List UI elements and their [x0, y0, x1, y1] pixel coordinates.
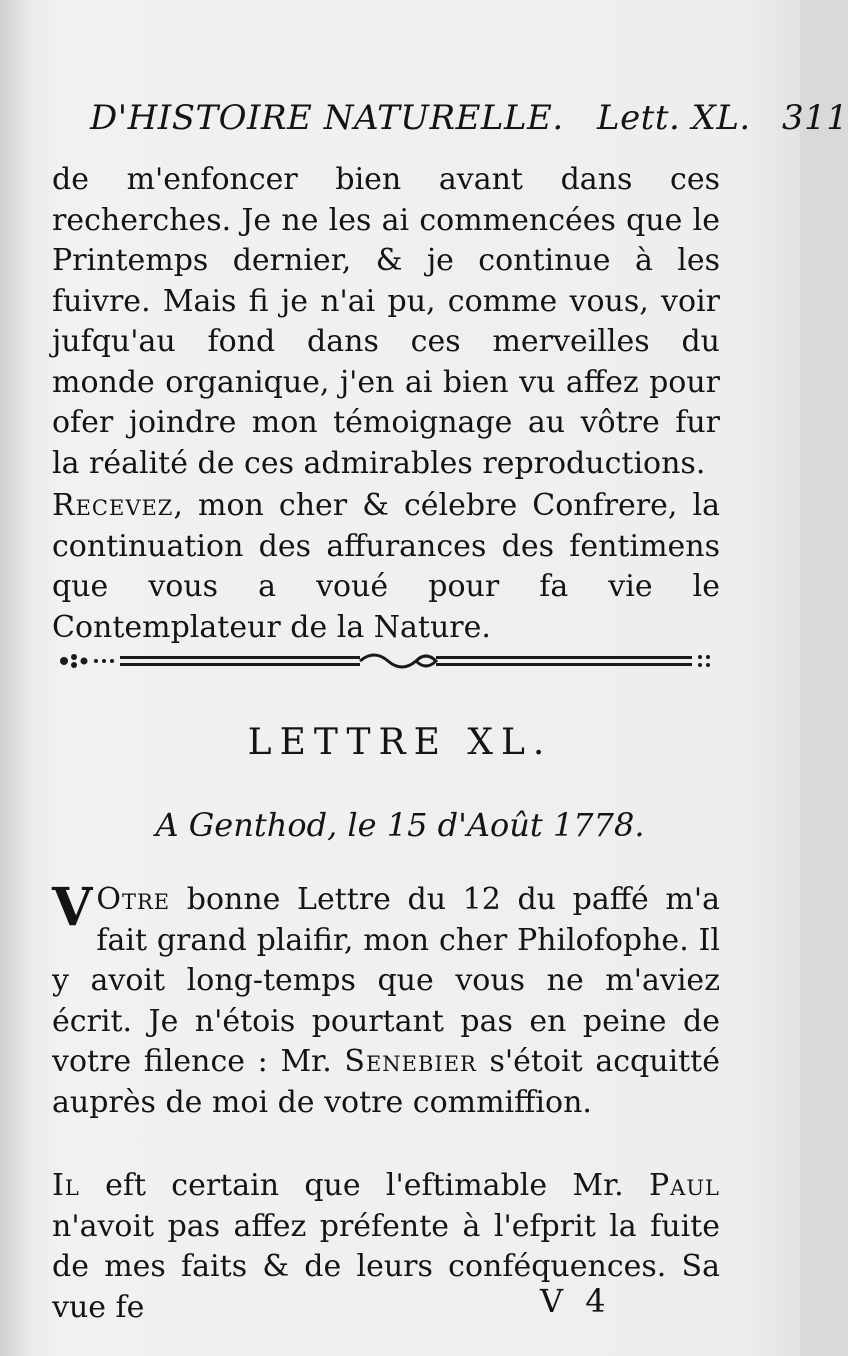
- printers-ornament-rule: [56, 646, 720, 676]
- signature-mark: V 4: [540, 1282, 612, 1320]
- paragraph-paul: [52, 1166, 720, 1328]
- paragraph-continuation: de m'enfoncer bien avant dans ces recherches. Je ne les ai commencées que le Printemps dernier, & je continue à les fuivre. Mais fi je n'ai pu, comme vous, voir jufqu'au fond dans ces merveilles du monde organique, j'en ai bien vu affez pour ofer joindre mon témoignage au vôtre fur la réalité de ces admirables reproductions.: [52, 162, 720, 481]
- letter-reference: Lett. XL.: [596, 98, 751, 138]
- paul-text-a: eft certain que l'eftimable Mr.: [79, 1168, 649, 1203]
- paragraph-closing: [52, 486, 720, 648]
- letter-title: LETTRE XL.: [247, 722, 553, 763]
- paragraph-opening: [52, 877, 720, 1123]
- name-paul: Paul: [649, 1168, 720, 1203]
- letter-dateline: A Genthod, le 15 d'Août 1778.: [155, 806, 645, 844]
- running-title: D'HISTOIRE NATURELLE.: [90, 98, 564, 138]
- running-header: [90, 98, 848, 138]
- closing-lead-word: Recevez: [52, 488, 174, 523]
- drop-cap: V: [52, 877, 93, 938]
- name-senebier: Senebier: [344, 1044, 477, 1079]
- opening-lead-word: Otre: [96, 882, 171, 917]
- page-number: 311: [782, 98, 848, 138]
- opening-text-b: s'étoit acquitté auprès de moi de votre commiffion.: [52, 1044, 720, 1120]
- opening-text-a: bonne Lettre du 12 du paffé m'a fait grand plaifir, mon cher Philofophe. Il y avoit long-temps que vous ne m'aviez écrit. Je n'étois pourtant pas en peine de votre filence : Mr.: [52, 882, 720, 1079]
- closing-text: , mon cher & célebre Confrere, la continuation des affurances des fentimens que vous a voué pour fa vie le Contemplateur de la Nature.: [52, 488, 720, 645]
- paul-lead-word: Il: [52, 1168, 80, 1203]
- paul-text-b: n'avoit pas affez préfente à l'efprit la fuite de mes faits & de leurs conféquences. Sa vue fe: [52, 1208, 720, 1325]
